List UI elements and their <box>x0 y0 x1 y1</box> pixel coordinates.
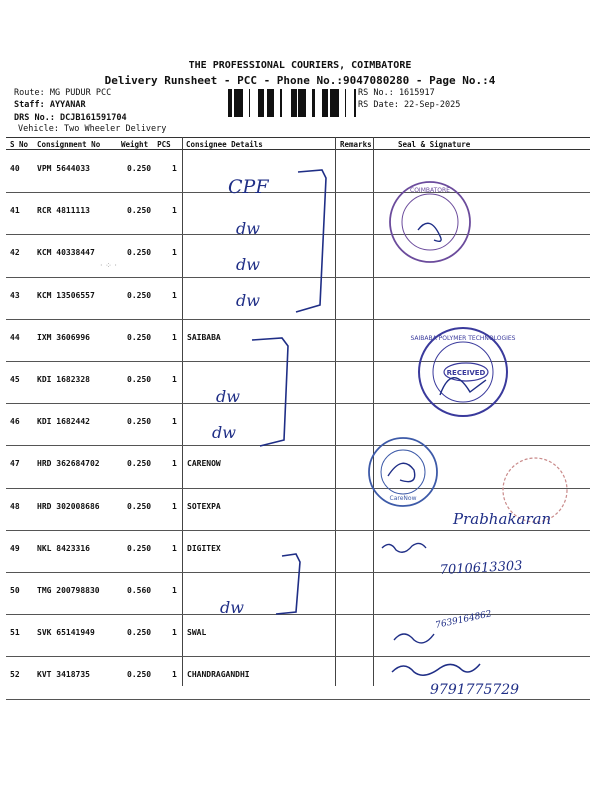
row-sno: 46 <box>10 417 20 427</box>
table-row <box>6 488 590 530</box>
col-remarks: Remarks <box>340 140 372 149</box>
row-sno: 45 <box>10 375 20 384</box>
row-weight: 0.250 <box>127 501 152 511</box>
staff-label: Staff: AYYANAR <box>14 100 86 110</box>
barcode <box>228 89 356 117</box>
ditto-mark-43: dw <box>236 291 260 310</box>
signature-row-48: Prabhakaran <box>453 510 552 528</box>
row-sno: 40 <box>10 164 20 173</box>
company-title: THE PROFESSIONAL COURIERS, COIMBATORE <box>188 60 412 71</box>
table-row <box>6 319 590 361</box>
table-row <box>6 403 590 445</box>
row-weight: 0.250 <box>127 332 152 342</box>
row-pcs: 1 <box>172 586 177 595</box>
row-pcs: 1 <box>172 543 177 553</box>
route-label: Route: MG PUDUR PCC <box>14 88 112 98</box>
row-consignee: SOTEXPA <box>187 501 221 511</box>
row-consignment-no: KCM 40338447 <box>37 248 95 258</box>
table-row <box>6 530 590 572</box>
carenow-stamp-text: CareNow <box>389 495 417 502</box>
row-weight: 0.560 <box>127 586 152 595</box>
coimbatore-stamp-text: COIMBATORE <box>410 187 450 194</box>
ditto-mark-41: dw <box>236 219 260 238</box>
row-pcs: 1 <box>172 670 177 680</box>
col-seal-signature: Seal & Signature <box>398 140 471 149</box>
saibaba-stamp-text: SAIBABA POLYMER TECHNOLOGIES <box>410 335 516 342</box>
phone-row-49: 7010613303 <box>439 558 523 578</box>
row-weight: 0.250 <box>127 206 152 216</box>
row-weight: 0.250 <box>127 417 152 427</box>
table-row <box>6 150 590 192</box>
row-weight: 0.250 <box>127 248 152 258</box>
rs-number: RS No.: 1615917 <box>358 88 435 98</box>
col-weight-pcs: Weight PCS <box>121 140 171 149</box>
row-consignment-no: NKL 8423316 <box>37 543 90 553</box>
phone-row-51: 7639164862 <box>434 609 493 631</box>
row-consignment-no: KVT 3418735 <box>37 670 90 680</box>
table-row <box>6 192 590 234</box>
row-pcs: 1 <box>172 417 177 427</box>
row-divider <box>6 699 590 700</box>
row-consignment-no: HRD 302008686 <box>37 501 100 511</box>
row-pcs: 1 <box>172 501 177 511</box>
row-pcs: 1 <box>172 164 177 173</box>
row-pcs: 1 <box>172 459 177 469</box>
row-pcs: 1 <box>172 628 177 638</box>
row-sno: 48 <box>10 501 20 511</box>
row-consignee: SWAL <box>187 628 207 638</box>
row-consignee: SAIBABA <box>187 332 221 342</box>
handwritten-cpf: CPF <box>228 176 269 198</box>
row-weight: 0.250 <box>127 670 152 680</box>
row-sno: 42 <box>10 248 20 258</box>
ditto-mark-42: dw <box>236 255 260 274</box>
row-consignee: CARENOW <box>187 459 221 469</box>
row-pcs: 1 <box>172 375 177 384</box>
row-weight: 0.250 <box>127 164 152 173</box>
table-row <box>6 656 590 698</box>
table-row <box>6 234 590 276</box>
row-consignment-no: KDI 1682328 <box>37 375 90 384</box>
col-consignment: Consignment No <box>37 140 101 149</box>
row-sno: 47 <box>10 459 20 469</box>
row-consignee: DIGITEX <box>187 543 221 553</box>
runsheet-subtitle: Delivery Runsheet - PCC - Phone No.:9047080280 - Page No.:4 <box>104 74 496 87</box>
table-top-rule <box>6 137 590 138</box>
row-consignment-no: KCM 13506557 <box>37 290 95 300</box>
row-pcs: 1 <box>172 332 177 342</box>
col-sno: S No <box>10 140 29 149</box>
row-weight: 0.250 <box>127 543 152 553</box>
row-consignment-no: HRD 362684702 <box>37 459 100 469</box>
ditto-mark-51: dw <box>220 598 244 617</box>
row-sno: 44 <box>10 332 20 342</box>
row-consignment-no: IXM 3606996 <box>37 332 90 342</box>
row-consignment-no: KDI 1682442 <box>37 417 90 427</box>
ditto-mark-45: dw <box>216 387 240 406</box>
table-row <box>6 445 590 487</box>
phone-row-52: 9791775729 <box>430 682 520 698</box>
rs-date: RS Date: 22-Sep-2025 <box>358 100 461 110</box>
vehicle-label: Vehicle: Two Wheeler Delivery <box>18 124 167 134</box>
row-sno: 43 <box>10 290 20 300</box>
row-consignment-no: VPM 5644033 <box>37 164 90 173</box>
received-text: RECEIVED <box>446 369 486 377</box>
col-consignee: Consignee Details <box>186 140 263 149</box>
table-row <box>6 361 590 403</box>
row-consignment-no: SVK 65141949 <box>37 628 95 638</box>
row-pcs: 1 <box>172 290 177 300</box>
row-weight: 0.250 <box>127 375 152 384</box>
row-pcs: 1 <box>172 248 177 258</box>
row-weight: 0.250 <box>127 628 152 638</box>
table-row <box>6 572 590 614</box>
row-sno: 51 <box>10 628 20 638</box>
row-consignment-no: TMG 200798830 <box>37 586 100 595</box>
row-sno: 50 <box>10 586 20 595</box>
row-sno: 49 <box>10 543 20 553</box>
row-weight: 0.250 <box>127 290 152 300</box>
table-row <box>6 614 590 656</box>
row-weight: 0.250 <box>127 459 152 469</box>
faint-marks: · ⁘ · <box>100 261 117 270</box>
row-sno: 41 <box>10 206 20 216</box>
row-consignee: CHANDRAGANDHI <box>187 670 250 680</box>
ditto-mark-46: dw <box>212 423 236 442</box>
drs-label: DRS No.: DCJB161591704 <box>14 113 127 123</box>
row-pcs: 1 <box>172 206 177 216</box>
row-consignment-no: RCR 4811113 <box>37 206 90 216</box>
row-sno: 52 <box>10 670 20 680</box>
table-row <box>6 277 590 319</box>
